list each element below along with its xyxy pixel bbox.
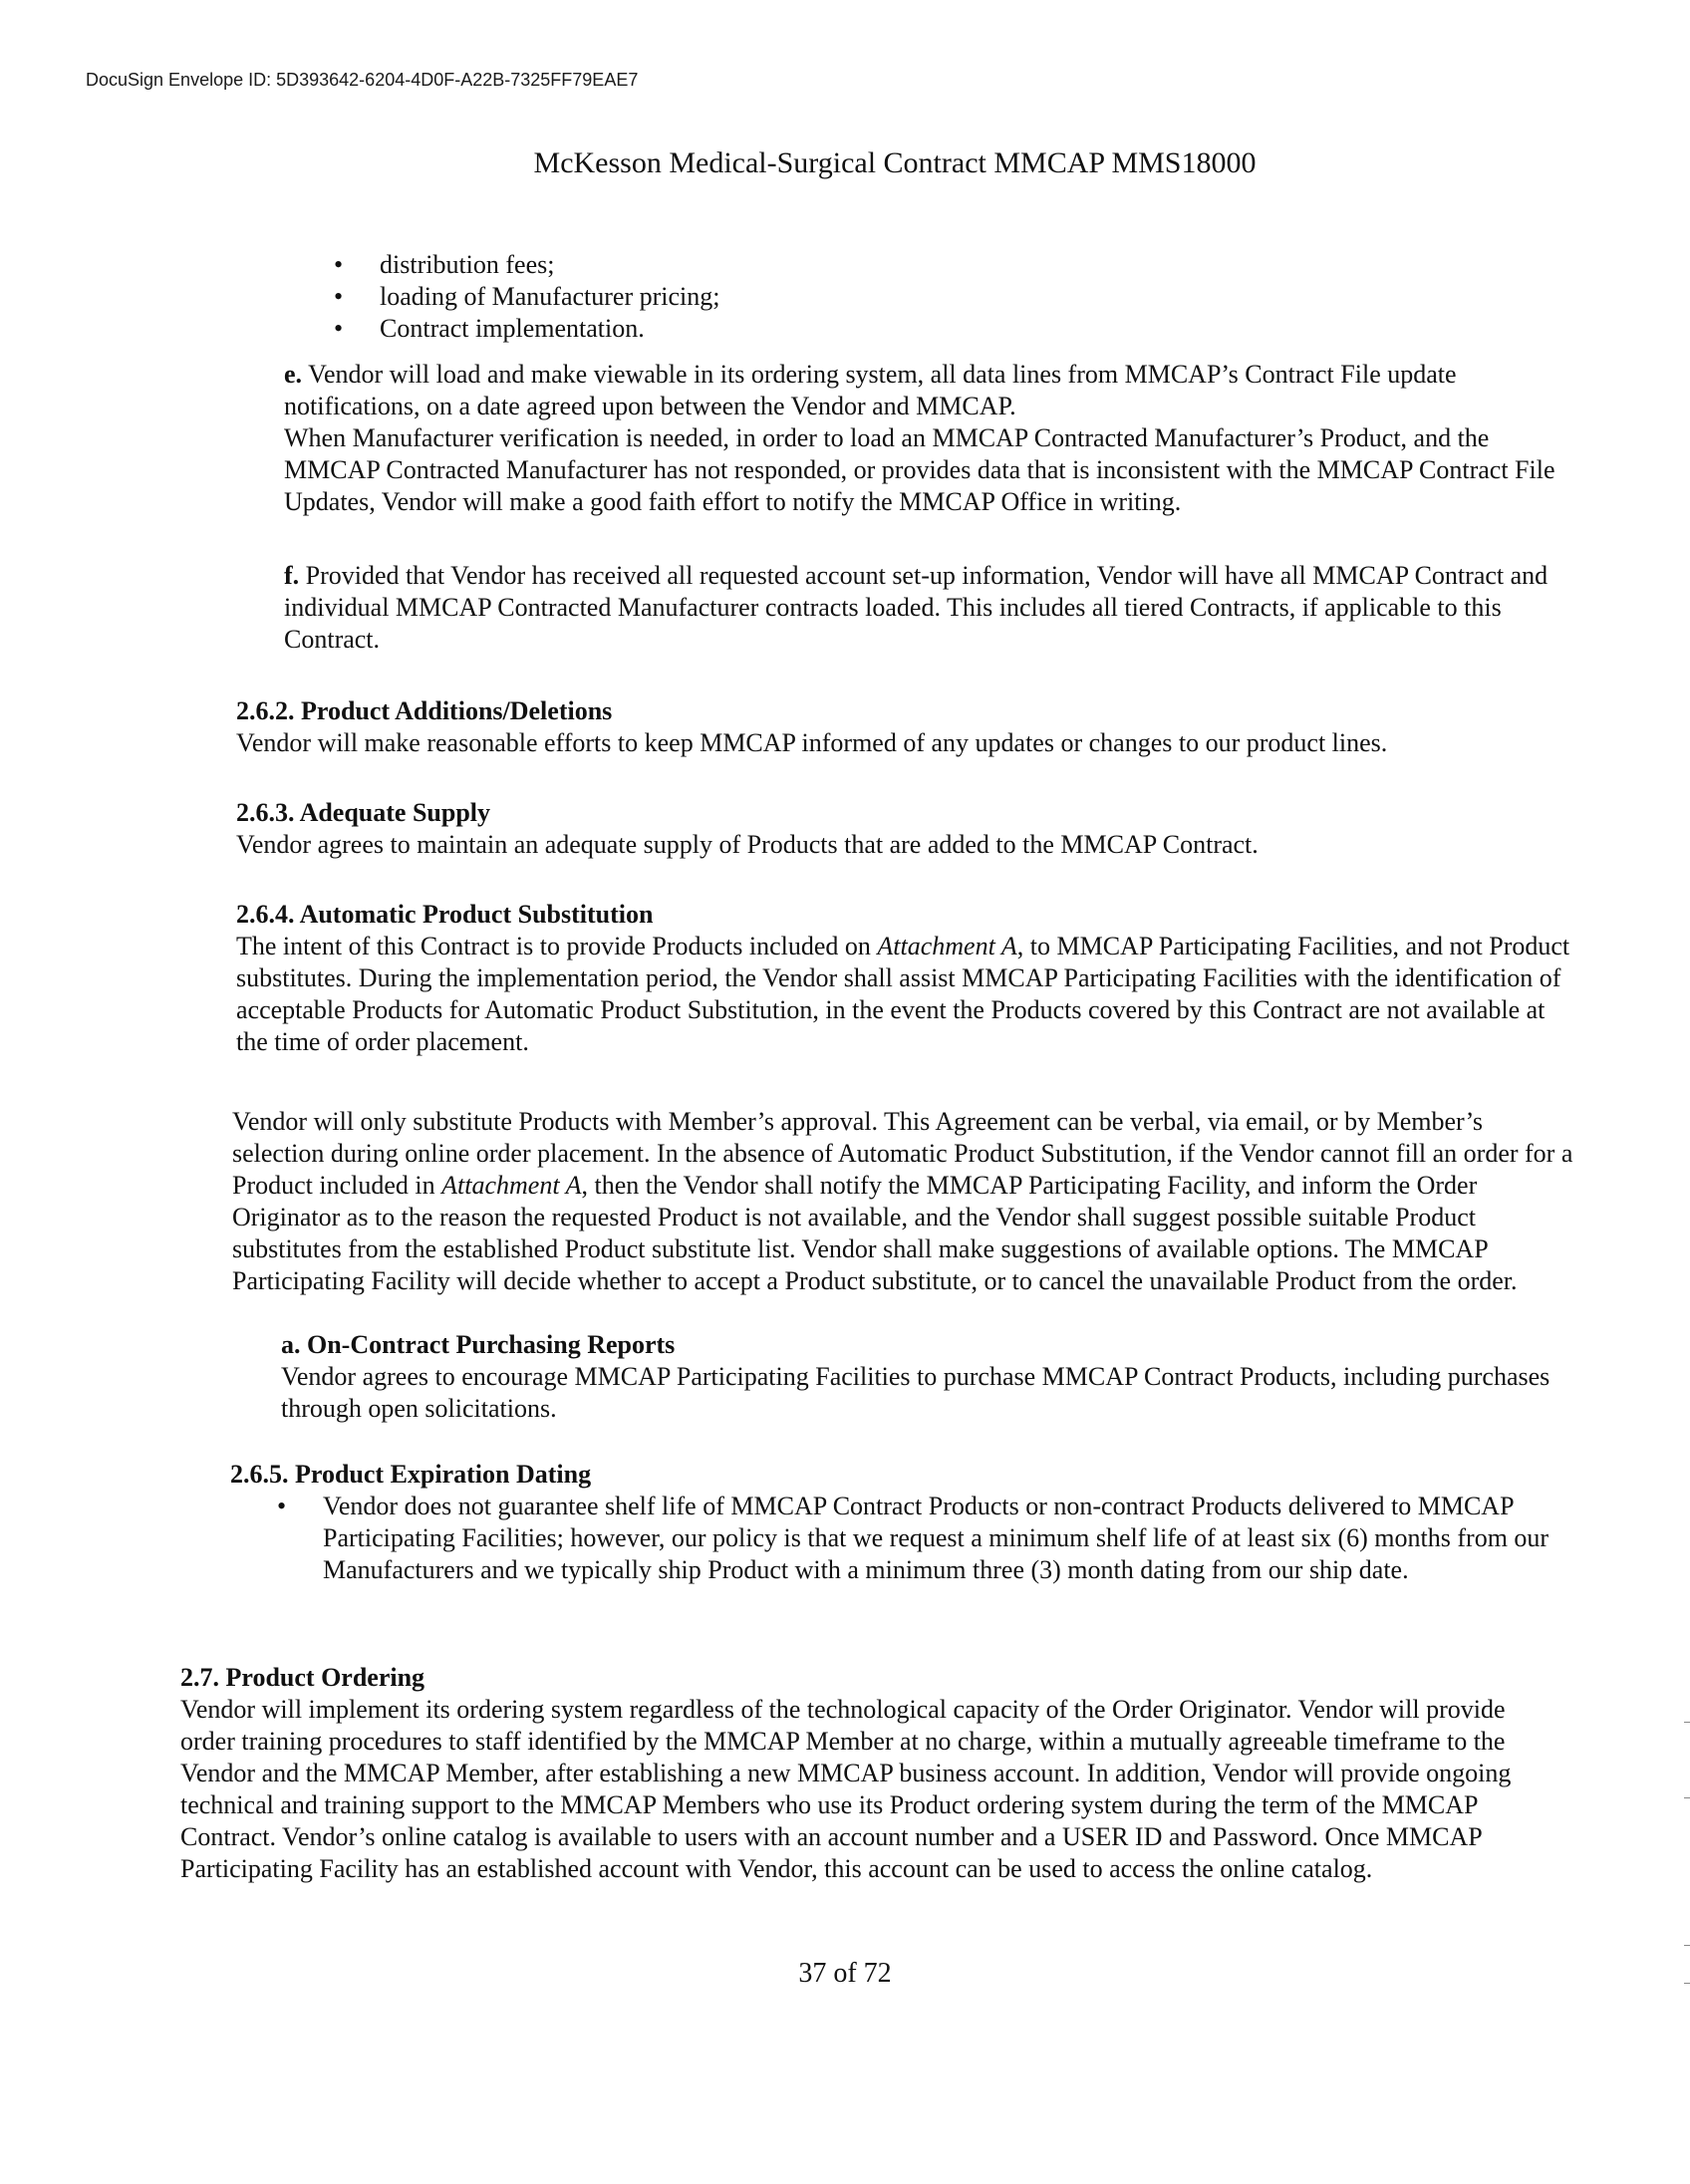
list-item: • Vendor does not guarantee shelf life of MMCAP Contract Products or non-contract Products delivered to MMCAP Participating Facilities; however, our policy is that we request a minimum shelf life of at least six (6) months from our Manufacturers and we typically ship Product with a minimum three (3) month dating from our ship date. xyxy=(277,1491,1565,1586)
paragraph-text: Vendor will only substitute Products with Member’s approval. This Agreement can be verbal, via email, or by Member’s selection during online order placement. In the absence of Automatic Product Substitution, if the Vendor cannot fill an order for a Product included in xyxy=(232,1107,1573,1200)
item-f-label: f. xyxy=(284,561,300,590)
paragraph-text: , then the Vendor shall notify the MMCAP Participating Facility, and inform the Order Originator as to the reason the requested Product is not available, and the Vendor shall suggest possible suitable Product substitutes from the established Product substitute list. Vendor shall make suggestions of available options. The MMCAP Participating Facility will decide whether to accept a Product substitute, or to cancel the unavailable Product from the order. xyxy=(232,1171,1518,1295)
item-e-label: e. xyxy=(284,360,303,389)
subsection-heading: a. On-Contract Purchasing Reports xyxy=(281,1330,676,1359)
section-2-6-4-paragraph-2 xyxy=(232,1106,1577,1297)
section-body: Vendor will implement its ordering system regardless of the technological capacity of the Order Originator. Vendor will provide order training procedures to staff identified by the MMCAP Member at no charge, within a mutually agreeable timeframe to the Vendor and the MMCAP Member, after establishing a new MMCAP business account. In addition, Vendor will provide ongoing technical and training support to the MMCAP Members who use its Product ordering system during the term of the MMCAP Contract. Vendor’s online catalog is available to users with an account number and a USER ID and Password. Once MMCAP Participating Facility has an established account with Vendor, this account can be used to access the online catalog. xyxy=(180,1695,1512,1883)
subsection-a xyxy=(281,1329,1576,1425)
section-paragraph xyxy=(232,1106,1577,1297)
scan-mark xyxy=(1684,1983,1690,1984)
document-title: McKesson Medical-Surgical Contract MMCAP MMS18000 xyxy=(533,146,1257,179)
section-2-6-5 xyxy=(230,1459,1565,1586)
section-body: Vendor will make reasonable efforts to keep MMCAP informed of any updates or changes to our product lines. xyxy=(236,728,1388,757)
list-item: • distribution fees; xyxy=(334,249,1131,281)
section-heading: 2.7. Product Ordering xyxy=(180,1663,425,1692)
item-f-text: Provided that Vendor has received all requested account set-up information, Vendor will have all MMCAP Contract and individual MMCAP Contracted Manufacturer contracts loaded. This includes all tiered Contracts, if applicable to this Contract. xyxy=(284,561,1549,654)
scan-mark xyxy=(1684,1722,1690,1723)
item-e-paragraph-2: When Manufacturer verification is needed, in order to load an MMCAP Contracted Manufacturer’s Product, and the MMCAP Contracted Manufacturer has not responded, or provides data that is inconsistent with the MMCAP Contract File Updates, Vendor will make a good faith effort to notify the MMCAP Office in writing. xyxy=(284,423,1555,516)
item-e-text: Vendor will load and make viewable in its ordering system, all data lines from MMCAP’s Contract File update notifications, on a date agreed upon between the Vendor and MMCAP. xyxy=(284,360,1457,420)
list-item: • loading of Manufacturer pricing; xyxy=(334,281,1131,313)
scan-mark xyxy=(1684,1945,1690,1946)
section-body: Vendor agrees to maintain an adequate supply of Products that are added to the MMCAP Contract. xyxy=(236,830,1259,859)
scan-mark xyxy=(1684,1797,1690,1798)
item-f-paragraph xyxy=(284,560,1569,656)
attachment-reference: Attachment A xyxy=(441,1171,582,1200)
section-heading: 2.6.5. Product Expiration Dating xyxy=(230,1460,592,1489)
subsection-body: Vendor agrees to encourage MMCAP Participating Facilities to purchase MMCAP Contract Products, including purchases through open solicitations. xyxy=(281,1362,1550,1423)
list-item: • Contract implementation. xyxy=(334,313,1131,345)
item-f-block xyxy=(284,560,1569,656)
fee-bullet-list xyxy=(334,249,1131,345)
paragraph-text: The intent of this Contract is to provide Products included on xyxy=(236,932,878,960)
section-2-6-2 xyxy=(236,695,1591,759)
item-e-block xyxy=(284,359,1569,518)
docusign-envelope-id: DocuSign Envelope ID: 5D393642-6204-4D0F-A22B-7325FF79EAE7 xyxy=(86,70,639,90)
section-paragraph xyxy=(236,931,1571,1058)
paragraph-text: , to MMCAP Participating Facilities, and not Product substitutes. During the implementation period, the Vendor shall assist MMCAP Participating Facilities with the identification of acceptable Products for Automatic Product Substitution, in the event the Products covered by this Contract are not available at the time of order placement. xyxy=(236,932,1570,1056)
section-heading: 2.6.4. Automatic Product Substitution xyxy=(236,900,654,929)
section-2-6-4 xyxy=(236,899,1571,1058)
section-heading: 2.6.3. Adequate Supply xyxy=(236,798,491,827)
expiration-bullet-list xyxy=(277,1491,1565,1586)
item-e-paragraph xyxy=(284,359,1569,422)
page-number: 37 of 72 xyxy=(798,1958,892,1989)
section-heading: 2.6.2. Product Additions/Deletions xyxy=(236,696,613,725)
section-2-6-3 xyxy=(236,797,1591,861)
section-2-7 xyxy=(180,1662,1565,1885)
attachment-reference: Attachment A xyxy=(877,932,1017,960)
